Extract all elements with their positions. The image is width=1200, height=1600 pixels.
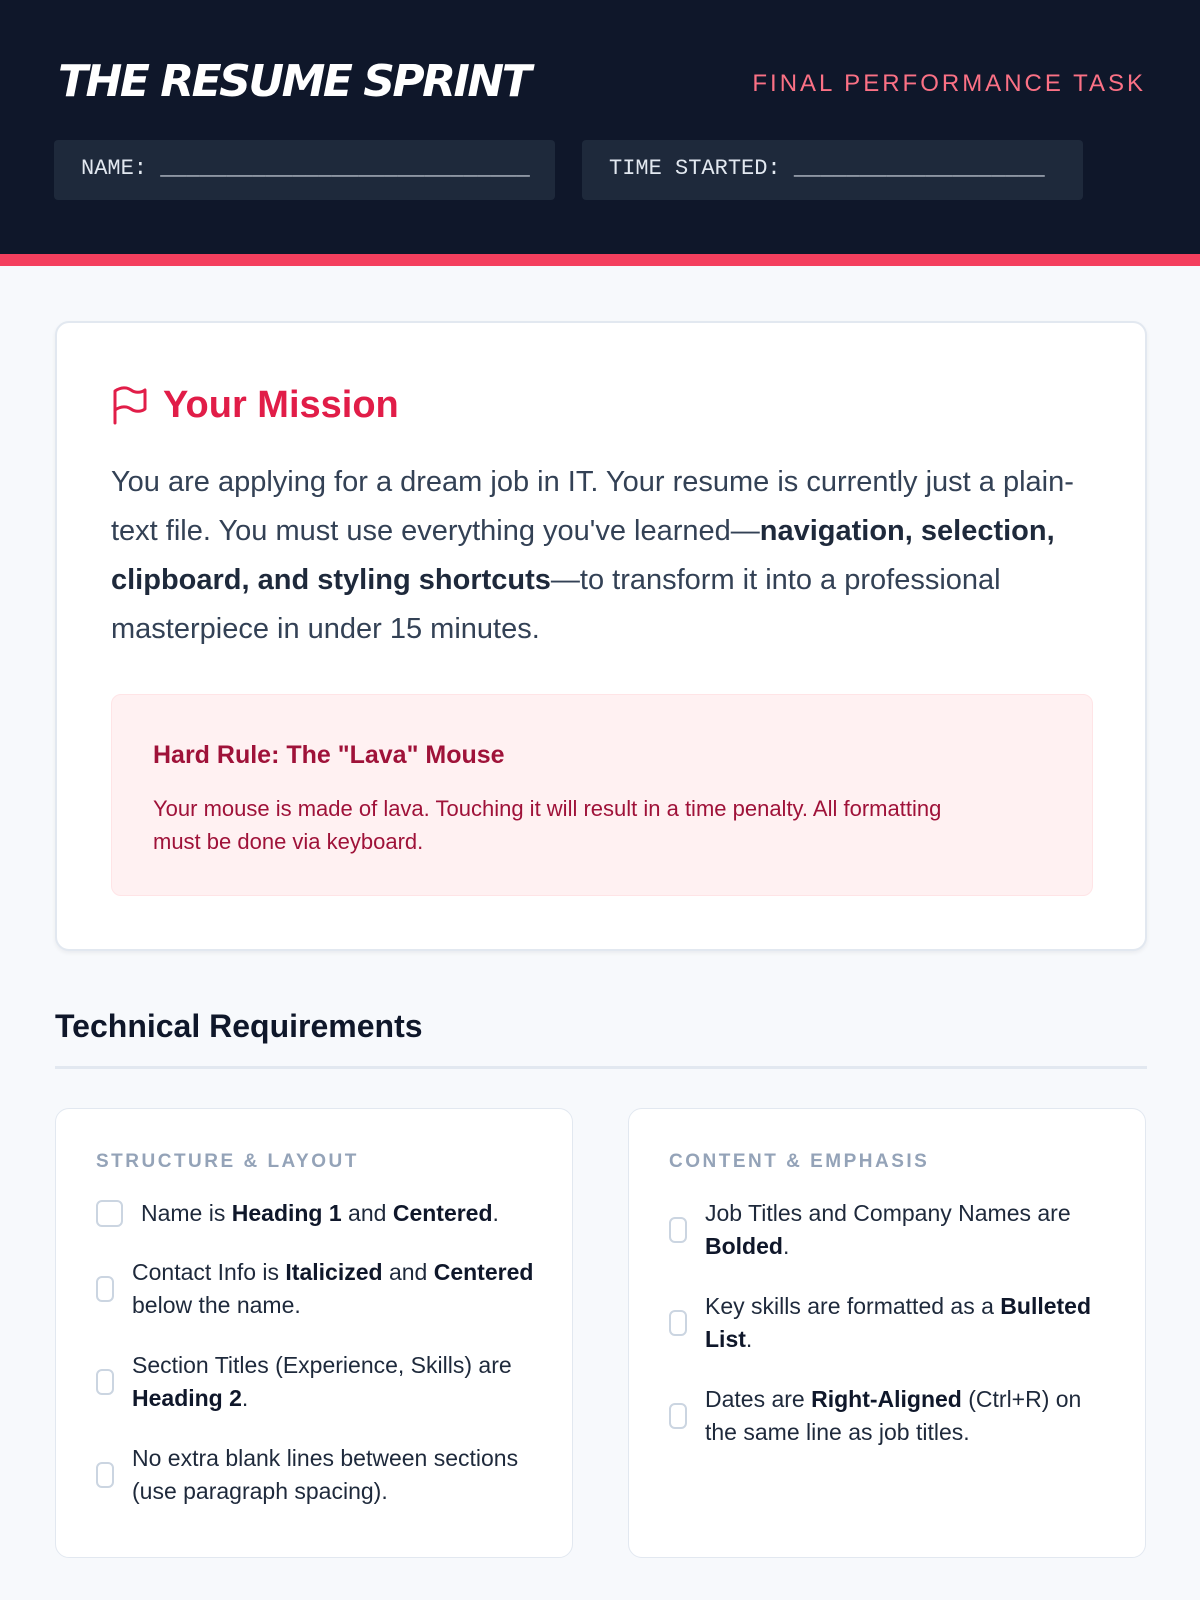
emphasis: Right-Aligned: [811, 1386, 962, 1412]
requirements-divider: [55, 1066, 1147, 1069]
text: and: [382, 1259, 434, 1285]
text: Name is: [141, 1200, 232, 1226]
text: Key skills are formatted as a: [705, 1293, 1001, 1319]
checklist-item-text: No extra blank lines between sections (use paragraph spacing).: [132, 1445, 519, 1504]
emphasis: Bolded: [705, 1233, 783, 1259]
checkbox[interactable]: [669, 1217, 687, 1243]
emphasis: Heading 2: [132, 1385, 242, 1411]
text: and: [341, 1200, 393, 1226]
content-emphasis-card: [628, 1108, 1146, 1558]
text: Contact Info is: [132, 1259, 286, 1285]
checklist-item-text: [132, 1256, 536, 1322]
content-emphasis-label: CONTENT & EMPHASIS: [669, 1151, 930, 1172]
emphasis: Italicized: [285, 1259, 383, 1285]
time-started-field[interactable]: TIME STARTED: ___________________: [582, 140, 1083, 200]
checklist-item: [669, 1290, 1109, 1356]
hard-rule-callout: [111, 694, 1093, 896]
checklist-item: [96, 1442, 536, 1508]
requirements-title: Technical Requirements: [55, 1008, 423, 1044]
mission-card: [55, 321, 1147, 951]
emphasis: Centered: [433, 1259, 534, 1285]
text: .: [492, 1200, 499, 1226]
checkbox[interactable]: [96, 1369, 114, 1395]
flag-icon: [111, 385, 147, 425]
mission-heading: [111, 381, 399, 429]
text: .: [241, 1385, 249, 1411]
task-label: FINAL PERFORMANCE TASK: [752, 70, 1146, 97]
checkbox[interactable]: [96, 1462, 114, 1488]
checklist-item: [96, 1197, 536, 1230]
mission-description: [111, 458, 1101, 654]
checklist-item: [669, 1383, 1109, 1449]
header: [0, 0, 1200, 254]
mission-text-intro: You are applying for a dream job in IT. Your resume is currently just a plain-text file. You must use everything you've learned—: [111, 466, 1074, 547]
checklist-item: [669, 1197, 1109, 1263]
checklist-item-text: [705, 1197, 1109, 1263]
text: .: [745, 1326, 753, 1352]
text: Job Titles and Company Names are: [705, 1200, 1071, 1226]
text: Section Titles (Experience, Skills) are: [132, 1352, 512, 1378]
text: .: [782, 1233, 790, 1259]
emphasis: Centered: [392, 1200, 493, 1226]
hard-rule-text: Your mouse is made of lava. Touching it will result in a time penalty. All formatting must be done via keyboard.: [153, 796, 942, 854]
checklist-item-text: [705, 1383, 1109, 1449]
checklist-item-text: [141, 1197, 499, 1230]
structure-layout-label: STRUCTURE & LAYOUT: [96, 1151, 359, 1172]
emphasis: Heading 1: [231, 1200, 342, 1226]
page-title: THE RESUME SPRINT: [58, 56, 530, 107]
text: Dates are: [705, 1386, 812, 1412]
mission-title: Your Mission: [163, 383, 399, 426]
mission-text-emphasis: navigation, selection, clipboard, and styling shortcuts: [111, 515, 1055, 596]
checkbox[interactable]: [96, 1200, 123, 1227]
checklist-item-text: [132, 1349, 536, 1415]
checklist-item: [96, 1256, 536, 1322]
checkbox[interactable]: [96, 1276, 114, 1302]
name-field[interactable]: NAME: ____________________________: [54, 140, 555, 200]
checklist-item-text: [705, 1290, 1109, 1356]
header-accent-bar: [0, 254, 1200, 266]
checkbox[interactable]: [669, 1310, 687, 1336]
checklist-item: [96, 1349, 536, 1415]
hard-rule-title: Hard Rule: The "Lava" Mouse: [153, 741, 505, 769]
text: below the name.: [132, 1292, 301, 1318]
text: (Ctrl+R) on the same line as job titles.: [705, 1386, 1082, 1445]
checkbox[interactable]: [669, 1403, 687, 1429]
mission-text-outro: —to transform it into a professional masterpiece in under 15 minutes.: [111, 564, 1001, 645]
structure-layout-card: [55, 1108, 573, 1558]
emphasis: Bulleted List: [705, 1293, 1092, 1352]
